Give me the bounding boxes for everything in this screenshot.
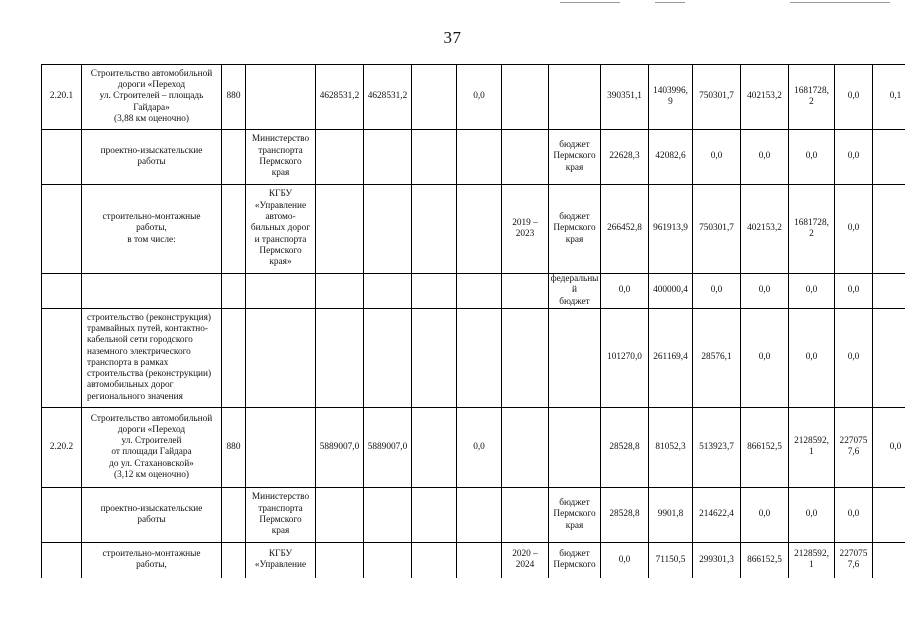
table-cell-c3 — [222, 542, 246, 578]
table-cell-c12: 9901,8 — [649, 487, 693, 542]
table-cell-c6: 5889007,0 — [364, 407, 412, 487]
table-cell-c13: 214622,4 — [693, 487, 741, 542]
table-cell-c4: КГБУ «Управление автомо- бильных дорог и транспорта Пермского края» — [246, 185, 316, 274]
table-cell-c8: 0,0 — [457, 65, 502, 130]
table-cell-c12: 42082,6 — [649, 130, 693, 185]
table-cell-c4: Министерство транспорта Пермского края — [246, 130, 316, 185]
table-cell-c6 — [364, 185, 412, 274]
table-cell-c2: строительство (реконструкция) трамвайных путей, контактно- кабельной сети городского наземного электрического транспорта в рамках строительства (реконструкции) автомобильных дорог регионального значения — [82, 308, 222, 407]
table-cell-c7 — [412, 185, 457, 274]
table-cell-c10: бюджет Пермского края — [549, 185, 601, 274]
table-cell-c12: 261169,4 — [649, 308, 693, 407]
table-cell-c4 — [246, 308, 316, 407]
table-cell-c17: 0,1 — [873, 65, 905, 130]
table-cell-c17 — [873, 185, 905, 274]
table-cell-c14: 866152,5 — [741, 542, 789, 578]
table-cell-c1 — [42, 130, 82, 185]
table-cell-c11: 28528,8 — [601, 407, 649, 487]
table-cell-c5 — [316, 130, 364, 185]
table-row — [42, 185, 905, 274]
table-cell-c13: 0,0 — [693, 130, 741, 185]
table-cell-c6: 4628531,2 — [364, 65, 412, 130]
table-cell-c15: 0,0 — [789, 274, 835, 309]
table-cell-c9 — [502, 130, 549, 185]
table-cell-c2 — [82, 274, 222, 309]
table-cell-c7 — [412, 130, 457, 185]
table-cell-c9 — [502, 308, 549, 407]
table-cell-c17: 0,0 — [873, 407, 905, 487]
table-cell-c1 — [42, 308, 82, 407]
table-cell-c4: Министерство транспорта Пермского края — [246, 487, 316, 542]
table-cell-c5 — [316, 274, 364, 309]
table-cell-c2: строительно-монтажные работы, — [82, 542, 222, 578]
table-cell-c4 — [246, 407, 316, 487]
table-cell-c6 — [364, 487, 412, 542]
table-cell-c3 — [222, 308, 246, 407]
table-cell-c14: 0,0 — [741, 308, 789, 407]
table-cell-c7 — [412, 274, 457, 309]
table-cell-c14: 0,0 — [741, 487, 789, 542]
table-cell-c14: 402153,2 — [741, 65, 789, 130]
table-cell-c7 — [412, 542, 457, 578]
table-cell-c16: 0,0 — [835, 274, 873, 309]
table-cell-c2: Строительство автомобильной дороги «Переход ул. Строителей от площади Гайдара до ул. Стахановской» (3,12 км оценочно) — [82, 407, 222, 487]
table-cell-c5 — [316, 308, 364, 407]
table-cell-c8 — [457, 274, 502, 309]
table-cell-c5: 4628531,2 — [316, 65, 364, 130]
table-cell-c1: 2.20.2 — [42, 407, 82, 487]
scan-edge-line-left — [560, 2, 620, 3]
table-cell-c15: 2128592, 1 — [789, 407, 835, 487]
table-cell-c3 — [222, 487, 246, 542]
table-cell-c2: проектно-изыскательские работы — [82, 487, 222, 542]
table-cell-c3 — [222, 130, 246, 185]
table-cell-c14: 402153,2 — [741, 185, 789, 274]
table-cell-c12: 71150,5 — [649, 542, 693, 578]
table-cell-c9 — [502, 65, 549, 130]
table-cell-c10: бюджет Пермского края — [549, 130, 601, 185]
table-cell-c4 — [246, 274, 316, 309]
table-cell-c12: 400000,4 — [649, 274, 693, 309]
table-cell-c15: 0,0 — [789, 130, 835, 185]
scan-edge-line-mid — [655, 2, 685, 3]
table-cell-c13: 28576,1 — [693, 308, 741, 407]
table-cell-c8 — [457, 130, 502, 185]
table-cell-c15: 1681728, 2 — [789, 65, 835, 130]
table-row — [42, 308, 905, 407]
table-cell-c14: 866152,5 — [741, 407, 789, 487]
table-cell-c4 — [246, 65, 316, 130]
table-cell-c13: 299301,3 — [693, 542, 741, 578]
table-cell-c11: 0,0 — [601, 542, 649, 578]
table-cell-c1 — [42, 542, 82, 578]
table-cell-c11: 28528,8 — [601, 487, 649, 542]
table-cell-c3: 880 — [222, 407, 246, 487]
table-row — [42, 407, 905, 487]
table-cell-c13: 750301,7 — [693, 65, 741, 130]
table-cell-c9 — [502, 407, 549, 487]
table-cell-c13: 0,0 — [693, 274, 741, 309]
table-cell-c9: 2020 – 2024 — [502, 542, 549, 578]
table-cell-c16: 0,0 — [835, 487, 873, 542]
table-cell-c8 — [457, 308, 502, 407]
table-cell-c13: 750301,7 — [693, 185, 741, 274]
table-cell-c1: 2.20.1 — [42, 65, 82, 130]
table-cell-c11: 22628,3 — [601, 130, 649, 185]
table-cell-c13: 513923,7 — [693, 407, 741, 487]
table-cell-c17 — [873, 487, 905, 542]
table-cell-c12: 961913,9 — [649, 185, 693, 274]
table-cell-c8: 0,0 — [457, 407, 502, 487]
table-cell-c7 — [412, 407, 457, 487]
table-cell-c10 — [549, 65, 601, 130]
table-cell-c16: 0,0 — [835, 308, 873, 407]
table-cell-c5 — [316, 487, 364, 542]
table-cell-c14: 0,0 — [741, 274, 789, 309]
table-cell-c2: строительно-монтажные работы, в том числе: — [82, 185, 222, 274]
table-row — [42, 65, 905, 130]
table-cell-c16: 227075 7,6 — [835, 407, 873, 487]
table-cell-c10: федеральный бюджет — [549, 274, 601, 309]
table-cell-c9 — [502, 487, 549, 542]
table-cell-c5 — [316, 542, 364, 578]
table-row — [42, 274, 905, 309]
budget-table — [41, 64, 905, 579]
table-cell-c4: КГБУ «Управление — [246, 542, 316, 578]
table-cell-c15: 2128592, 1 — [789, 542, 835, 578]
table-cell-c2: Строительство автомобильной дороги «Переход ул. Строителей – площадь Гайдара» (3,88 км оценочно) — [82, 65, 222, 130]
table-cell-c7 — [412, 308, 457, 407]
table-cell-c10: бюджет Пермского края — [549, 487, 601, 542]
table-cell-c6 — [364, 542, 412, 578]
table-cell-c11: 266452,8 — [601, 185, 649, 274]
table-cell-c17 — [873, 542, 905, 578]
table-cell-c8 — [457, 487, 502, 542]
table-cell-c6 — [364, 130, 412, 185]
table-cell-c16: 227075 7,6 — [835, 542, 873, 578]
table-row — [42, 542, 905, 578]
table-cell-c7 — [412, 487, 457, 542]
table-cell-c2: проектно-изыскательские работы — [82, 130, 222, 185]
table-cell-c16: 0,0 — [835, 130, 873, 185]
table-cell-c16: 0,0 — [835, 65, 873, 130]
page-bottom-margin — [0, 578, 905, 640]
table-cell-c1 — [42, 185, 82, 274]
table-row — [42, 487, 905, 542]
table-cell-c7 — [412, 65, 457, 130]
table-cell-c15: 0,0 — [789, 487, 835, 542]
table-cell-c8 — [457, 185, 502, 274]
table-cell-c11: 390351,1 — [601, 65, 649, 130]
table-cell-c17 — [873, 308, 905, 407]
table-cell-c16: 0,0 — [835, 185, 873, 274]
page-number: 37 — [443, 28, 462, 47]
table-cell-c3 — [222, 185, 246, 274]
table-cell-c1 — [42, 274, 82, 309]
table-cell-c17 — [873, 274, 905, 309]
table-cell-c11: 0,0 — [601, 274, 649, 309]
table-cell-c12: 1403996, 9 — [649, 65, 693, 130]
table-cell-c6 — [364, 308, 412, 407]
table-cell-c14: 0,0 — [741, 130, 789, 185]
table-cell-c12: 81052,3 — [649, 407, 693, 487]
table-cell-c9: 2019 – 2023 — [502, 185, 549, 274]
table-cell-c6 — [364, 274, 412, 309]
scan-edge-line-right — [790, 2, 890, 3]
table-row — [42, 130, 905, 185]
table-cell-c3: 880 — [222, 65, 246, 130]
table-cell-c5: 5889007,0 — [316, 407, 364, 487]
table-cell-c9 — [502, 274, 549, 309]
table-cell-c10: бюджет Пермского — [549, 542, 601, 578]
table-cell-c11: 101270,0 — [601, 308, 649, 407]
table-cell-c10 — [549, 308, 601, 407]
table-cell-c8 — [457, 542, 502, 578]
table-cell-c15: 1681728, 2 — [789, 185, 835, 274]
table-cell-c15: 0,0 — [789, 308, 835, 407]
table-cell-c1 — [42, 487, 82, 542]
table-cell-c3 — [222, 274, 246, 309]
table-cell-c5 — [316, 185, 364, 274]
table-cell-c17 — [873, 130, 905, 185]
table-cell-c10 — [549, 407, 601, 487]
